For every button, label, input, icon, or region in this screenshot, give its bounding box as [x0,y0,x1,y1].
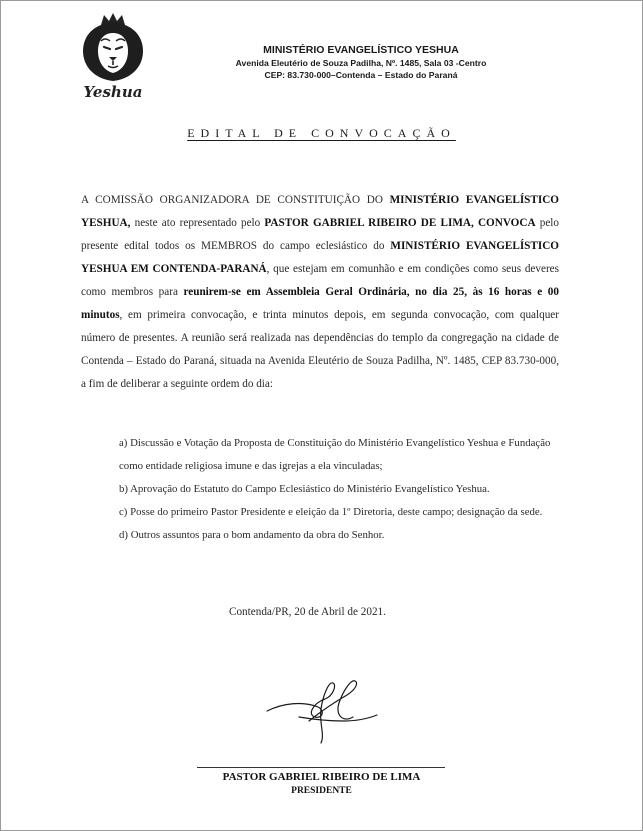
document-title: EDITAL DE CONVOCAÇÃO [187,126,456,140]
body-text-2: neste ato representado pelo [130,217,265,229]
agenda-item: a) Discussão e Votação da Proposta de Constituição do Ministério Evangelístico Yeshua e Fundação como entidade religiosa imune e das igrejas a ela vinculadas; [119,437,551,472]
signatory-name: PASTOR GABRIEL RIBEIRO DE LIMA [222,771,421,783]
organization-cep: CEP: 83.730-000–Contenda – Estado do Paraná [264,70,458,80]
signature-line [197,767,445,768]
lion-icon [73,11,153,86]
signatory-role: PRESIDENTE [291,786,352,796]
logo-text: Yeshua [83,83,143,101]
organization-header [211,43,511,81]
body-text-4: , que estejam em comunhão e em condições como seus deveres como membros para [81,263,559,298]
organization-name: MINISTÉRIO EVANGELÍSTICO YESHUA [263,44,459,56]
body-bold-2: PASTOR GABRIEL RIBEIRO DE LIMA, CONVOCA [264,217,536,229]
agenda-list [119,432,569,547]
body-bold-4: reunirem-se em Assembleia Geral Ordinária, no dia 25, às 16 horas e 00 minutos [81,286,559,321]
agenda-item: b) Aprovação do Estatuto do Campo Eclesiástico do Ministério Evangelístico Yeshua. [119,483,490,495]
body-text-5: , em primeira convocação, e trinta minutos depois, em segunda convocação, com qualquer número de presentes. A reunião será realizada nas dependências do templo da congregação na cidade de Contenda – Estado do Paraná, situada na Avenida Eleutério de Souza Padilha, Nº. 1485, CEP 83.730-000, a fim de deliberar a seguinte ordem do dia: [81,309,559,390]
convocation-paragraph [81,189,559,396]
body-bold-1: MINISTÉRIO EVANGELÍSTICO YESHUA, [81,194,559,229]
agenda-item: c) Posse do primeiro Pastor Presidente e eleição da 1º Diretoria, deste campo; designação da sede. [119,506,543,518]
organization-address: Avenida Eleutério de Souza Padilha, Nº. 1485, Sala 03 -Centro [235,58,487,68]
body-text-1: A COMISSÃO ORGANIZADORA DE CONSTITUIÇÃO DO [81,194,390,206]
date-line: Contenda/PR, 20 de Abril de 2021. [229,606,386,618]
body-text-3: pelo presente edital todos os MEMBROS do campo eclesiástico do [81,217,559,252]
handwritten-signature [263,673,383,748]
lion-crown-logo [73,11,153,111]
agenda-item: d) Outros assuntos para o bom andamento da obra do Senhor. [119,529,385,541]
body-bold-3: MINISTÉRIO EVANGELÍSTICO YESHUA EM CONTENDA-PARANÁ [81,240,560,275]
